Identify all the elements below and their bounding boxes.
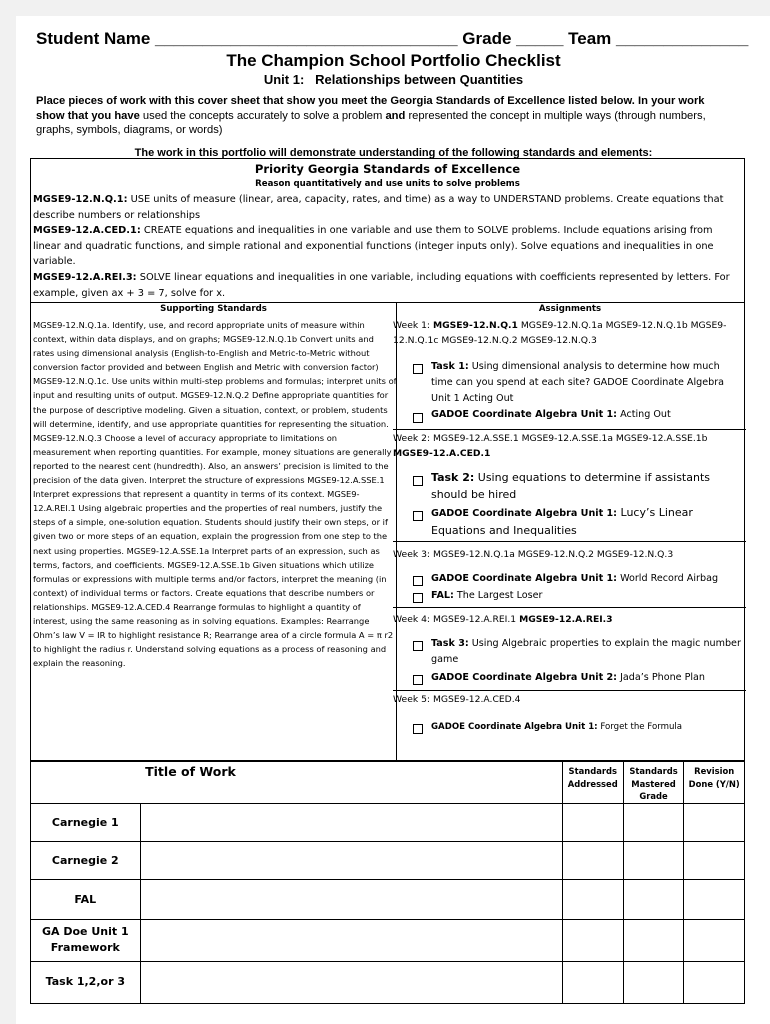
addressed-cell[interactable] [562, 961, 623, 1003]
revision-done-header: Revision Done (Y/N) [684, 762, 745, 804]
task-checkbox[interactable] [413, 413, 423, 423]
task-text: World Record Airbag [617, 573, 719, 584]
week-standards: MGSE9-12.N.Q.1a MGSE9-12.N.Q.1b MGSE9-12.N.Q.1c MGSE9-12.N.Q.2 MGSE9-12.N.Q.3 [393, 320, 727, 346]
addressed-cell[interactable] [562, 919, 623, 961]
task-label: GADOE Coordinate Algebra Unit 2: [431, 672, 618, 683]
standard-text: CREATE equations and inequalities in one variable and use them to SOLVE problems. Include equations arising from linear and quadratic functions, and simple rational and exponential functions (integer inputs only). Solve equations and inequalities in one variable. [33, 225, 714, 268]
title-cell[interactable] [140, 803, 562, 841]
week-3 [393, 547, 743, 562]
mastered-cell[interactable] [623, 879, 684, 919]
standards-mastered-header: Standards Mastered Grade [623, 762, 684, 804]
task-checkbox[interactable] [413, 675, 423, 685]
intro-and: and [385, 109, 406, 122]
standards-box [30, 158, 745, 761]
task-label: GADOE Coordinate Algebra Unit 1: [431, 409, 618, 420]
divider [393, 690, 746, 691]
table-row [31, 803, 745, 841]
revision-cell[interactable] [684, 919, 745, 961]
task-label: Task 1: [431, 361, 469, 372]
week-5 [393, 692, 743, 707]
intro-text-1: used the concepts accurately to solve a problem [139, 109, 386, 122]
week-2 [393, 431, 743, 461]
revision-cell[interactable] [684, 841, 745, 879]
title-cell[interactable] [140, 879, 562, 919]
week-key-standard: MGSE9-12.A.REI.3 [519, 614, 613, 625]
addressed-cell[interactable] [562, 879, 623, 919]
task-text: Lucy’s Linear Equations and Inequalities [431, 506, 693, 537]
standard-text: SOLVE linear equations and inequalities in one variable, including equations with coefficients represented by letters. For example, given ax + 3 = 7, solve for x. [33, 271, 730, 299]
row-label: GA Doe Unit 1 Framework [31, 919, 141, 961]
work-table [30, 761, 745, 1004]
week-standards: MGSE9-12.A.REI.1 [430, 614, 520, 625]
title-cell[interactable] [140, 961, 562, 1003]
addressed-cell[interactable] [562, 803, 623, 841]
divider [393, 607, 746, 608]
task-label: GADOE Coordinate Algebra Unit 1: [431, 508, 618, 519]
revision-cell[interactable] [684, 803, 745, 841]
week-label: Week 3: [393, 549, 431, 560]
table-row [31, 879, 745, 919]
priority-standard [33, 270, 741, 301]
standard-code: MGSE9-12.A.REI.3: [33, 271, 137, 283]
task-label: GADOE Coordinate Algebra Unit 1: [431, 722, 598, 732]
unit-title: Relationships between Quantities [315, 72, 524, 87]
table-row [31, 919, 745, 961]
title-cell[interactable] [140, 841, 562, 879]
week1-task2 [431, 407, 741, 423]
priority-standard [33, 192, 741, 223]
portfolio-page [16, 16, 770, 1024]
week-key-standard: MGSE9-12.A.CED.1 [393, 448, 491, 459]
week1-task1 [431, 359, 741, 407]
title-cell[interactable] [140, 919, 562, 961]
supporting-title: Supporting Standards [160, 304, 267, 314]
row-label: FAL [31, 879, 141, 919]
task-text: Acting Out [617, 409, 671, 420]
title-of-work-header: Title of Work [140, 762, 562, 804]
mastered-cell[interactable] [623, 841, 684, 879]
standard-code: MGSE9-12.N.Q.1: [33, 194, 128, 205]
page-title: The Champion School Portfolio Checklist [226, 51, 561, 70]
divider [393, 429, 746, 430]
row-label: Task 1,2,or 3 [31, 961, 141, 1003]
task-checkbox[interactable] [413, 476, 423, 486]
standard-text: USE units of measure (linear, area, capacity, rates, and time) as a way to UNDERSTAND problems. Create equations that describe numbers or relationships [33, 194, 724, 221]
task-text: Using dimensional analysis to determine how much time can you spend at each site? GADOE Coordinate Algebra Unit 1 Acting Out [431, 361, 725, 404]
priority-standard [33, 223, 741, 270]
task-text: Forget the Formula [597, 722, 683, 732]
week-label: Week 5: [393, 694, 431, 705]
week-label: Week 4: [393, 614, 431, 625]
row-label: Carnegie 1 [31, 803, 141, 841]
intro-bold: Place pieces of work with this cover sheet that show you meet the Georgia Standards of Excellence listed below. In your work show that you have [36, 95, 705, 122]
revision-cell[interactable] [684, 961, 745, 1003]
row-label: Carnegie 2 [31, 841, 141, 879]
task-text: Jada’s Phone Plan [617, 672, 706, 683]
week2-task1 [431, 469, 741, 503]
week-standards: : MGSE9-12.A.SSE.1 MGSE9-12.A.SSE.1a MGSE9-12.A.SSE.1b [426, 433, 708, 444]
task-text: Using equations to determine if assistants should be hired [431, 471, 711, 501]
week2-task2 [431, 504, 741, 540]
supporting-standards: MGSE9-12.N.Q.1a. Identify, use, and record appropriate units of measure within context, within data displays, and on graphs; MGSE9-12.N.Q.1b Convert units and rates using dimensional analysis (English-to-English and Metric-to-Metric without conversion factor provided and between English and Metric with conversion factor) MGSE9-12.N.Q.1c. Use units within multi-step problems and formulas; interpret units of input and resulting units of output. MGSE9-12.N.Q.2 Define appropriate quantities for the purpose of descriptive modeling. Given a situation, context, or problem, students will determine, identify, and use appropriate quantities for representing the situation. MGSE9-12.N.Q.3 Choose a level of accuracy appropriate to limitations on measurement when reporting quantities. For example, money situations are generally reported to the nearest cent (hundredth). Also, an answers’ precision is limited to the precision of the data given. Interpret the structure of expressions MGSE9-12.A.SSE.1 Interpret expressions that represent a quantity in terms of its context. MGSE9-12.A.REI.1 Using algebraic properties and the properties of real numbers, justify the steps of a simple, one-solution equation. Students should justify their own steps, or if given two or more steps of an equation, explain the progression from one step to the next using properties. MGSE9-12.A.SSE.1a Interpret parts of an expression, such as terms, factors, and coefficients. MGSE9-12.A.SSE.1b Given situations which utilize formulas or expressions with multiple terms and/or factors, interpret the meaning (in context) of individual terms or factors. Create equations that describe numbers or relationships. MGSE9-12.A.CED.4 Rearrange formulas to highlight a quantity of interest, using the same reasoning as in solving equations. Examples: Rearrange Ohm’s law V = IR to highlight resistance R; Rearrange area of a circle formula A = π r2 to highlight the radius r. Understand solving equations as a process of reasoning and explain the reasoning. [33, 320, 397, 669]
task-checkbox[interactable] [413, 511, 423, 521]
standards-addressed-header: Standards Addressed [562, 762, 623, 804]
week-label: Week 2 [393, 433, 427, 444]
week3-task2 [431, 588, 741, 604]
unit-heading [16, 72, 770, 87]
task-checkbox[interactable] [413, 593, 423, 603]
task-label: Task 2: [431, 471, 475, 484]
portfolio-statement: The work in this portfolio will demonstrate understanding of the following standards and elements: [134, 147, 653, 159]
week3-task1 [431, 571, 741, 587]
week4-task2 [431, 670, 741, 686]
task-checkbox[interactable] [413, 364, 423, 374]
task-checkbox[interactable] [413, 641, 423, 651]
intro-text-2: represented the concept in multiple ways (through numbers, graphs, symbols, diagrams, or words) [36, 109, 706, 136]
task-label: GADOE Coordinate Algebra Unit 1: [431, 573, 618, 584]
table-header-row [31, 762, 745, 804]
divider [393, 541, 746, 542]
assignments-title: Assignments [538, 304, 602, 314]
week-standards: MGSE9-12.N.Q.1a MGSE9-12.N.Q.2 MGSE9-12.N.Q.3 [430, 549, 674, 560]
divider [31, 302, 744, 303]
addressed-cell[interactable] [562, 841, 623, 879]
table-row [31, 961, 745, 1003]
task-checkbox[interactable] [413, 724, 423, 734]
priority-subtitle: Reason quantitatively and use units to solve problems [255, 179, 520, 189]
priority-title: Priority Georgia Standards of Excellence [254, 162, 521, 176]
week-standards: MGSE9-12.A.CED.4 [430, 694, 521, 705]
week-key-standard: MGSE9-12.N.Q.1 [432, 320, 518, 331]
task-text: The Largest Loser [453, 590, 543, 601]
week-label: Week 1: [393, 320, 431, 331]
mastered-cell[interactable] [623, 803, 684, 841]
mastered-cell[interactable] [623, 919, 684, 961]
week-1 [393, 318, 743, 348]
priority-standards [33, 192, 741, 301]
header-blank [31, 762, 141, 804]
standard-code: MGSE9-12.A.CED.1: [33, 225, 141, 237]
task-checkbox[interactable] [413, 576, 423, 586]
student-name-line: Student Name ________________________________ Grade _____ Team ______________ [36, 29, 749, 48]
task-text: Using Algebraic properties to explain the magic number game [431, 638, 741, 665]
revision-cell[interactable] [684, 879, 745, 919]
unit-label: Unit 1: [263, 72, 305, 87]
table-row [31, 841, 745, 879]
intro-paragraph [36, 94, 726, 138]
week5-task1 [431, 719, 741, 735]
mastered-cell[interactable] [623, 961, 684, 1003]
task-label: Task 3: [431, 638, 469, 649]
task-label: FAL: [431, 590, 454, 601]
week4-task1 [431, 636, 741, 668]
week-4 [393, 612, 743, 627]
